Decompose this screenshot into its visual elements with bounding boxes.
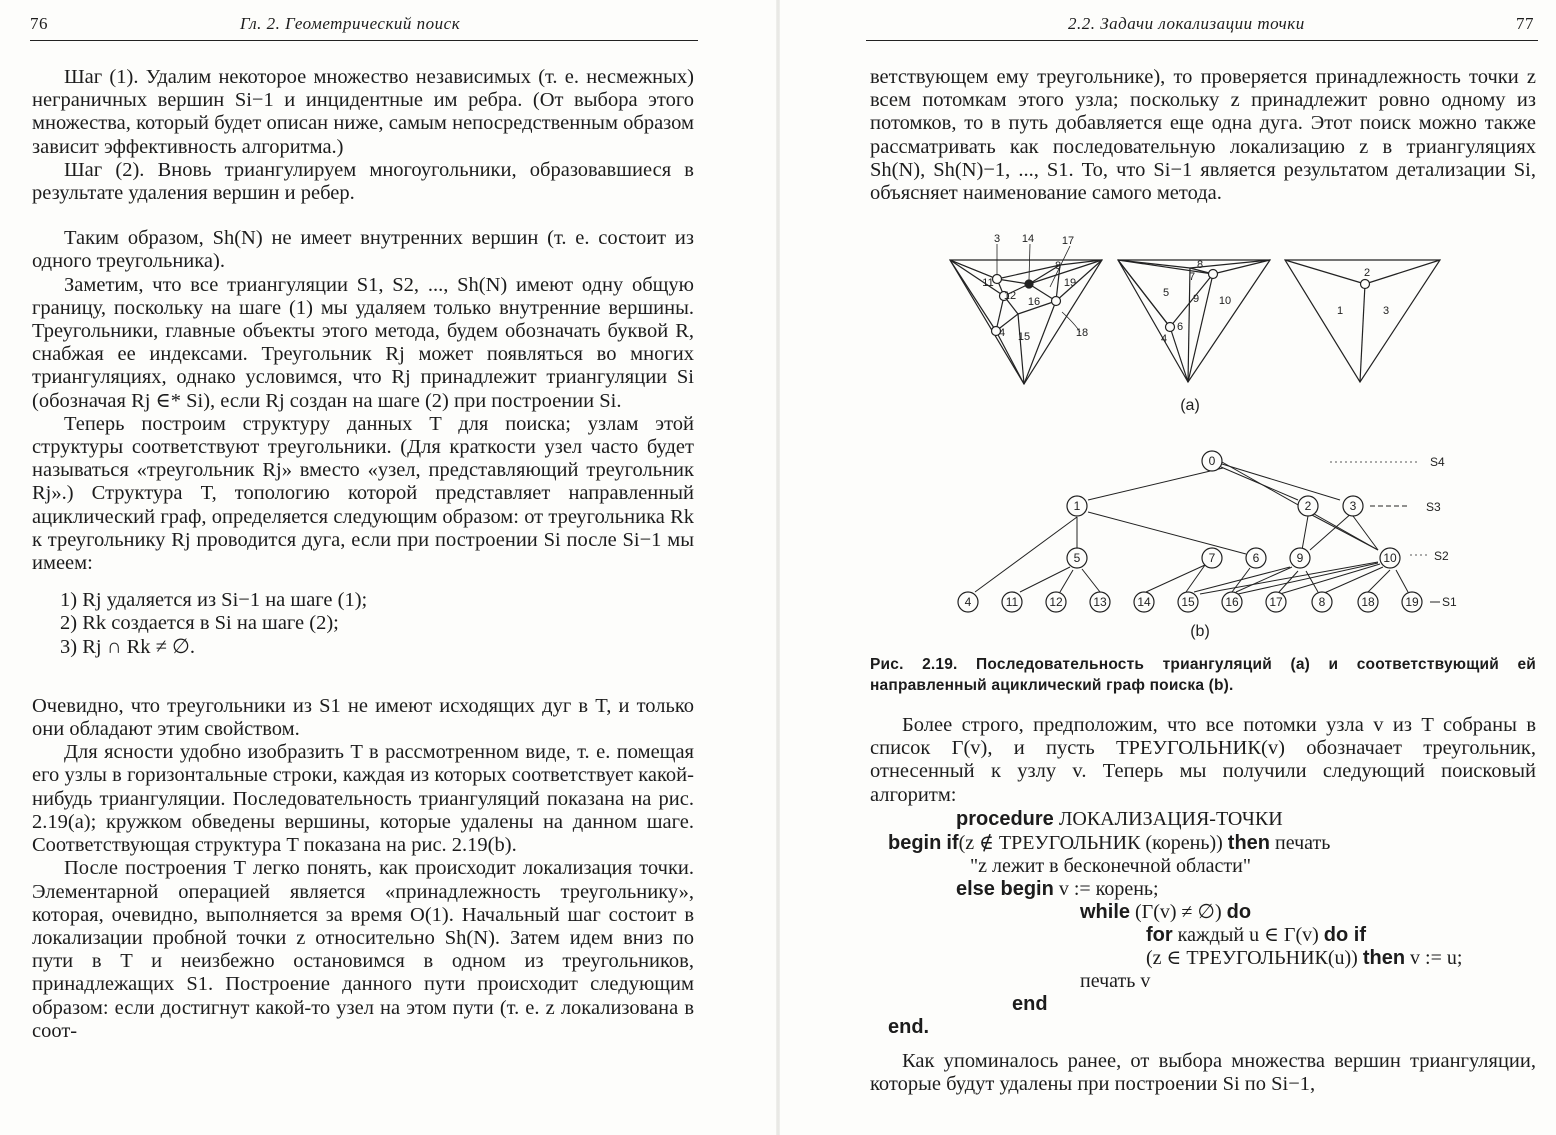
algo-text: печать v <box>1080 970 1151 992</box>
paragraph: Как упоминалось ранее, от выбора множества вершин триангуляции, которые будут удалены при построении Si по Si−1, <box>870 1050 1536 1096</box>
dag-node: 0 <box>1208 454 1216 468</box>
paragraph: Заметим, что все триангуляции S1, S2, ..., Sh(N) имеют одну общую границу, поскольку на шаге (1) мы удаляем только внутренние вершины. Треугольники, главные объекты этого метода, будем обозначать буквой R, снабжая ее индексами. Треугольник Rj может появляться во многих триангуляциях, однако условимся, что Rj принадлежит триангуляции Si (обозначая Rj ∈* Si), если Rj создан на шаге (2) при построении Si. <box>32 273 694 412</box>
tri2-label: 7 <box>1188 271 1196 283</box>
tri1-label: 4 <box>998 327 1006 339</box>
triangulation-s3 <box>1285 260 1440 382</box>
dag-node: 12 <box>1049 595 1063 609</box>
right-top-paragraph: ветствующем ему треугольнике), то проверяется принадлежность точки z всем потомкам этого узла; поскольку z принадлежит ровно одному из потомков, то в путь добавляется еще одна дуга. Этот поиск можно также рассматривать как последовательную локализацию z в триангуляциях Sh(N), Sh(N)−1, ..., S1. То, что Si−1 является результатом детализации Si, объясняет наименование самого метода. <box>870 66 1536 205</box>
keyword: for <box>1146 924 1173 946</box>
procedure-name: ЛОКАЛИЗАЦИЯ-ТОЧКИ <box>1058 808 1283 830</box>
dag-node: 16 <box>1225 595 1239 609</box>
figure-label-b: (b) <box>1190 623 1210 640</box>
paragraph: Для ясности удобно изобразить T в рассмотренном виде, т. е. помещая его узлы в горизонтальные строки, каждая из которых соответствует какой-нибудь триангуляции. Последовательность триангуляций показана на рис. 2.19(a); кружком обведены вершины, которые удалены на данном шаге. Соответствующая структура T показана на рис. 2.19(b). <box>32 741 694 857</box>
tri2-label: 4 <box>1160 333 1168 345</box>
header-rule <box>30 40 698 41</box>
paragraph: Очевидно, что треугольники из S1 не имеют исходящих дуг в T, и только они обладают этим свойством. <box>32 694 694 741</box>
paragraph: Таким образом, Sh(N) не имеет внутренних вершин (т. е. состоит из одного треугольника). <box>32 227 694 273</box>
dag-node: 4 <box>964 595 972 609</box>
tri3-label: 2 <box>1363 267 1371 279</box>
keyword: do if <box>1323 924 1367 946</box>
keyword: do <box>1226 901 1252 923</box>
algo-text: "z лежит в бесконечной области" <box>970 855 1252 877</box>
tri1-label: 14 <box>1021 233 1035 245</box>
dag-node: 13 <box>1093 595 1107 609</box>
level-label-s1: S1 <box>1442 595 1457 609</box>
level-label-s4: S4 <box>1430 455 1445 469</box>
left-column <box>32 66 694 1043</box>
paragraph: Более строго, предположим, что все потомки узла v из T собраны в список Γ(v), и пусть ТРЕУГОЛЬНИК(v) обозначает треугольник, отнесенный к узлу v. Теперь мы получили следующий поисковый алгоритм: <box>870 714 1536 806</box>
dag-node: 18 <box>1361 595 1375 609</box>
dag-node: 9 <box>1296 551 1304 565</box>
algo-text: (z ∈ ТРЕУГОЛЬНИК(u)) <box>1146 947 1358 969</box>
tri3-label: 1 <box>1336 305 1344 317</box>
tri2-label: 10 <box>1218 295 1232 307</box>
algo-text: v := корень; <box>1058 878 1159 900</box>
book-gutter <box>776 0 780 1135</box>
dag-node: 19 <box>1405 595 1419 609</box>
tri1-label: 15 <box>1017 331 1031 343</box>
dag-node: 11 <box>1005 595 1019 609</box>
dag-node: 10 <box>1383 551 1397 565</box>
tri1-label: 8 <box>1054 260 1062 272</box>
tri1-label: 19 <box>1063 277 1077 289</box>
condition-list <box>32 589 694 659</box>
running-head-right: 2.2. Задачи локализации точки <box>1068 14 1305 33</box>
keyword: while <box>1080 901 1131 923</box>
tri2-label: 5 <box>1162 287 1170 299</box>
dag-node: 15 <box>1181 595 1195 609</box>
keyword: then <box>1227 832 1271 854</box>
level-label-s3: S3 <box>1426 500 1441 514</box>
dag-node: 8 <box>1318 595 1326 609</box>
dag-node: 7 <box>1208 551 1216 565</box>
paragraph: Шаг (1). Удалим некоторое множество независимых (т. е. несмежных) неграничных вершин Si−1 и инцидентные им ребра. (От выбора этого множества, который будет описан ниже, самым непосредственным образом зависит эффективность алгоритма.) <box>32 66 694 158</box>
keyword: else begin <box>956 878 1054 900</box>
keyword: end. <box>888 1016 930 1038</box>
triangulation-s1 <box>950 244 1102 384</box>
page-number-right: 77 <box>1516 14 1534 33</box>
tri1-label: 17 <box>1061 235 1075 247</box>
dag-node: 17 <box>1269 595 1283 609</box>
figure-label-a: (a) <box>1180 397 1200 414</box>
level-label-s2: S2 <box>1434 549 1449 563</box>
list-item: 2) Rk создается в Si на шаге (2); <box>60 612 339 635</box>
search-dag <box>975 462 1440 602</box>
list-item: 3) Rj ∩ Rk ≠ ∅. <box>60 635 196 658</box>
dag-node: 14 <box>1137 595 1151 609</box>
tri2-label: 9 <box>1192 293 1200 305</box>
algo-text: (z ∉ ТРЕУГОЛЬНИК (корень)) <box>958 832 1223 854</box>
keyword: begin <box>888 832 942 854</box>
header-rule-right <box>866 40 1538 41</box>
dag-node: 1 <box>1073 499 1081 513</box>
tri1-label: 12 <box>1003 290 1017 302</box>
dag-node: 3 <box>1349 499 1357 513</box>
keyword: procedure <box>956 808 1054 830</box>
tri1-label: 18 <box>1075 327 1089 339</box>
keyword: if <box>946 832 959 854</box>
tri1-label: 11 <box>982 277 994 289</box>
tri2-label: 6 <box>1176 321 1184 333</box>
dag-node: 5 <box>1073 551 1081 565</box>
list-item: 1) Rj удаляется из Si−1 на шаге (1); <box>60 589 368 612</box>
paragraph: Теперь построим структуру данных T для поиска; узлам этой структуры соответствуют треугольники. (Для краткости узел часто будет называться «треугольник Rj» вместо «узел, представляющий треугольник Rj».) Структура T, топологию которой представляет направленный ациклический граф, определяется следующим образом: от треугольника Rk к треугольнику Rj проводится дуга, если при построении Si после Si−1 мы имеем: <box>32 412 694 575</box>
paragraph-2 <box>870 714 1536 807</box>
dag-node: 6 <box>1252 551 1260 565</box>
algo-text: каждый u ∈ Γ(v) <box>1177 924 1319 946</box>
last-paragraph <box>870 1050 1536 1096</box>
tri3-label: 3 <box>1382 305 1390 317</box>
tri1-label: 3 <box>993 233 1001 245</box>
running-head: Гл. 2. Геометрический поиск <box>240 14 461 33</box>
paragraph: Шаг (2). Вновь триангулируем многоугольники, образовавшиеся в результате удаления вершин и ребер. <box>32 158 694 205</box>
keyword: then <box>1362 947 1406 969</box>
algo-text: печать <box>1275 832 1331 854</box>
figure-2-19 <box>930 232 1470 642</box>
paragraph: После построения T легко понять, как происходит локализация точки. Элементарной операцией является «принадлежность треугольнику», которая, очевидно, выполняется за время O(1). Начальный шаг состоит в локализации пробной точки z относительно Sh(N). Затем идем вниз по пути в T и неизбежно остановимся в одном из треугольников, принадлежащих S1. Построение данного пути происходит следующим образом: если достигнут какой-то узел на этом пути (т. е. z локализована в соот- <box>32 857 694 1042</box>
keyword: end <box>1012 993 1048 1015</box>
tri2-label: 8 <box>1196 259 1204 271</box>
figure-caption: Рис. 2.19. Последовательность триангуляций (a) и соответствующий ей направленный ациклический граф поиска (b). <box>870 656 1536 694</box>
dag-node: 2 <box>1304 499 1312 513</box>
algo-text: v := u; <box>1410 947 1463 969</box>
algo-text: (Γ(v) ≠ ∅) <box>1135 901 1222 923</box>
left-page <box>0 0 760 1135</box>
page-number: 76 <box>30 14 48 33</box>
tri1-label: 16 <box>1027 296 1041 308</box>
